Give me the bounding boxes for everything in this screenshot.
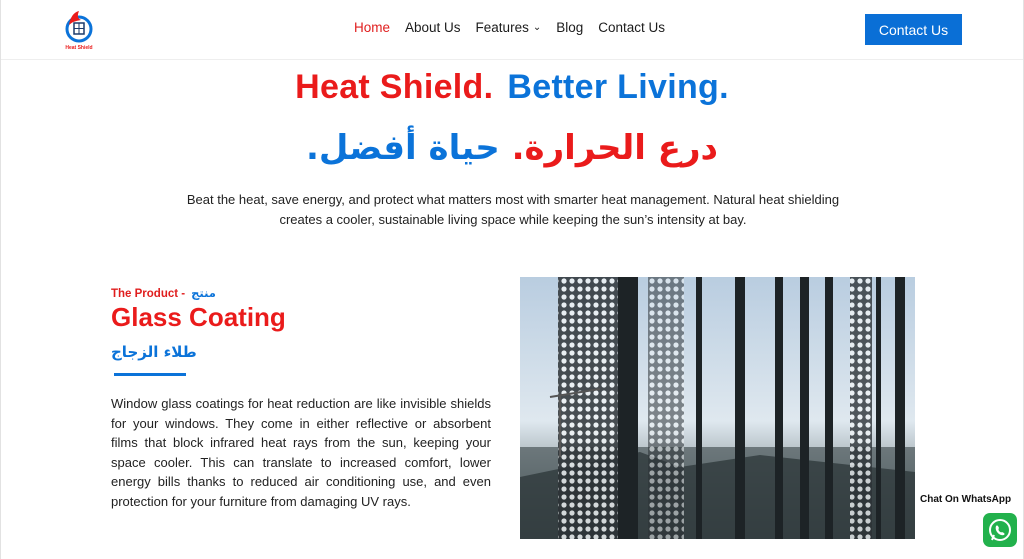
product-kicker-ar: منتج: [191, 286, 216, 300]
product-description: Window glass coatings for heat reduction are like invisible shields for your windows. They come in either reflective or absorbent films that block infrared heat rays from the sun, keeping your space cooler. This can translate to increased comfort, lower energy bills thanks to reduced air conditioning use, and even protection for your furniture from damaging UV rays.: [111, 396, 491, 509]
hero-title-ar-red: درع الحرارة.: [511, 128, 718, 168]
hero-lead-text: Beat the heat, save energy, and protect what matters most with smarter heat management. Natural heat shielding creates a cooler, sustainable living space while keeping the sun’s intensity at bay.: [186, 192, 840, 227]
product-kicker-en: The Product -: [111, 288, 186, 300]
site-header: [1, 0, 1023, 60]
title-divider: [114, 373, 186, 376]
hero-title: [1, 68, 1023, 107]
contact-us-button[interactable]: Contact Us: [865, 14, 962, 45]
main-nav: [354, 20, 680, 35]
product-title-arabic: طلاء الزجاج: [111, 343, 197, 361]
whatsapp-icon[interactable]: [983, 513, 1017, 547]
nav-features-label: Features: [475, 20, 529, 35]
nav-item-contact-us[interactable]: [598, 20, 665, 35]
product-title: Glass Coating: [111, 302, 286, 332]
chevron-down-icon: ⌄: [532, 22, 542, 33]
hero-title-blue: Better Living.: [507, 68, 729, 106]
chat-on-whatsapp-label: Chat On WhatsApp: [920, 494, 1012, 505]
nav-about-label: About Us: [405, 20, 461, 35]
hero-title-arabic: [1, 128, 1023, 168]
product-kicker: [111, 286, 216, 300]
nav-contact-label: Contact Us: [598, 20, 666, 35]
nav-item-blog[interactable]: [556, 20, 583, 35]
nav-item-home[interactable]: [354, 20, 390, 35]
glass-facade-image: [520, 277, 915, 539]
nav-item-features[interactable]: [476, 20, 542, 35]
nav-item-about-us[interactable]: [405, 20, 461, 35]
hero-title-red: Heat Shield.: [295, 68, 494, 106]
nav-blog-label: Blog: [556, 20, 584, 35]
svg-text:Heat Shield: Heat Shield: [65, 45, 93, 51]
heat-shield-logo[interactable]: [59, 7, 99, 51]
nav-home-label: Home: [354, 20, 391, 35]
hero-title-ar-blue: حياة أفضل.: [306, 128, 500, 168]
